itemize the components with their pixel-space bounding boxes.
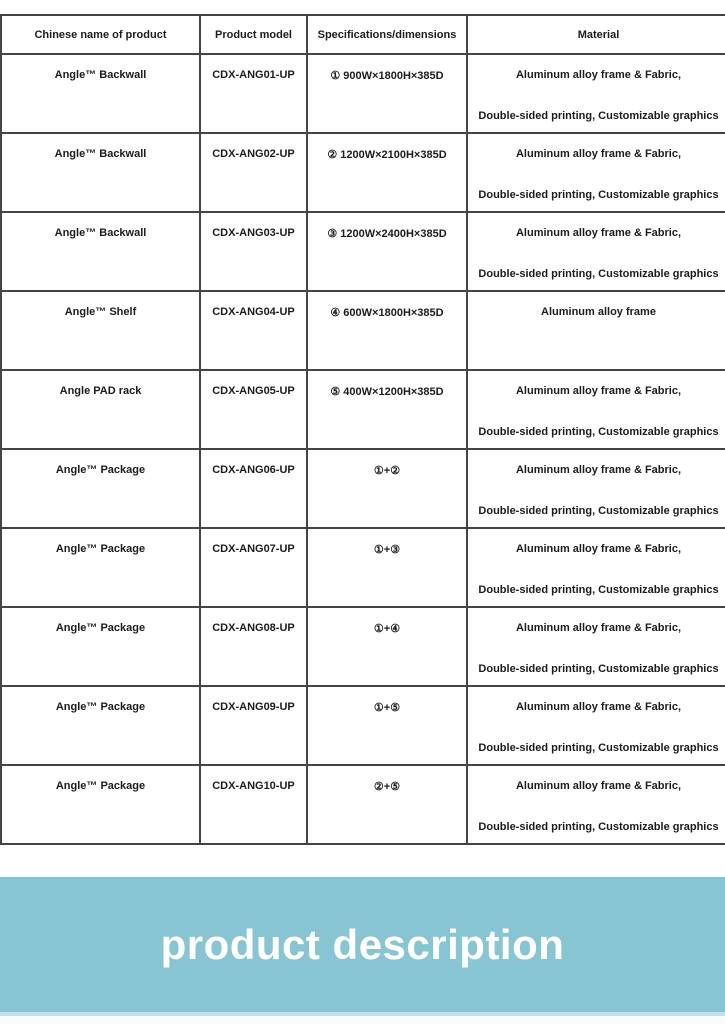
product-model: CDX-ANG05-UP bbox=[212, 385, 295, 397]
product-spec-table bbox=[0, 14, 725, 845]
product-spec: ② 1200W×2100H×385D bbox=[327, 149, 447, 161]
product-spec: ①+⑤ bbox=[373, 702, 401, 714]
product-name: Angle PAD rack bbox=[59, 385, 142, 397]
banner-title: product description bbox=[160, 920, 565, 968]
product-name: Angle™ Backwall bbox=[54, 227, 147, 239]
material-line-2: Double-sided printing, Customizable graphics bbox=[478, 742, 719, 754]
material-line-2: Double-sided printing, Customizable graphics bbox=[478, 268, 719, 280]
material-line-2: Double-sided printing, Customizable graphics bbox=[478, 821, 719, 833]
product-name: Angle™ Package bbox=[55, 464, 146, 476]
product-name: Angle™ Package bbox=[55, 543, 146, 555]
header-specifications: Specifications/dimensions bbox=[307, 15, 467, 54]
product-model: CDX-ANG02-UP bbox=[212, 148, 295, 160]
footer-strip bbox=[0, 1016, 725, 1024]
material-line-1: Aluminum alloy frame & Fabric, bbox=[515, 227, 682, 239]
material-line-2: Double-sided printing, Customizable graphics bbox=[478, 110, 719, 122]
material-line-1: Aluminum alloy frame & Fabric, bbox=[515, 622, 682, 634]
header-chinese-name: Chinese name of product bbox=[1, 15, 200, 54]
product-material bbox=[468, 213, 725, 290]
product-material bbox=[468, 529, 725, 606]
product-spec: ①+② bbox=[373, 465, 401, 477]
product-spec: ①+③ bbox=[373, 544, 401, 556]
material-line-1: Aluminum alloy frame & Fabric, bbox=[515, 148, 682, 160]
product-model: CDX-ANG09-UP bbox=[212, 701, 295, 713]
table-row bbox=[1, 291, 725, 370]
product-material bbox=[468, 292, 725, 369]
material-line-2: Double-sided printing, Customizable graphics bbox=[478, 663, 719, 675]
table-row bbox=[1, 765, 725, 844]
product-model: CDX-ANG08-UP bbox=[212, 622, 295, 634]
table-row bbox=[1, 370, 725, 449]
table-row bbox=[1, 528, 725, 607]
product-spec: ①+④ bbox=[373, 623, 401, 635]
product-spec-table-container bbox=[0, 14, 725, 845]
product-spec: ④ 600W×1800H×385D bbox=[330, 307, 444, 319]
product-model: CDX-ANG03-UP bbox=[212, 227, 295, 239]
product-name: Angle™ Backwall bbox=[54, 148, 147, 160]
product-material bbox=[468, 55, 725, 132]
table-row bbox=[1, 212, 725, 291]
product-model: CDX-ANG04-UP bbox=[212, 306, 295, 318]
product-spec: ②+⑤ bbox=[373, 781, 401, 793]
table-row bbox=[1, 607, 725, 686]
product-model: CDX-ANG10-UP bbox=[212, 780, 295, 792]
material-line-2: Double-sided printing, Customizable graphics bbox=[478, 189, 719, 201]
product-material bbox=[468, 450, 725, 527]
material-line-1: Aluminum alloy frame & Fabric, bbox=[515, 464, 682, 476]
product-spec: ③ 1200W×2400H×385D bbox=[327, 228, 447, 240]
product-name: Angle™ Shelf bbox=[64, 306, 137, 318]
product-model: CDX-ANG06-UP bbox=[212, 464, 295, 476]
product-name: Angle™ Package bbox=[55, 622, 146, 634]
table-row bbox=[1, 686, 725, 765]
table-row bbox=[1, 54, 725, 133]
table-row bbox=[1, 449, 725, 528]
material-line-1: Aluminum alloy frame & Fabric, bbox=[515, 780, 682, 792]
material-line-1: Aluminum alloy frame & Fabric, bbox=[515, 701, 682, 713]
material-line-1: Aluminum alloy frame & Fabric, bbox=[515, 385, 682, 397]
product-name: Angle™ Package bbox=[55, 780, 146, 792]
material-line-1: Aluminum alloy frame & Fabric, bbox=[515, 69, 682, 81]
product-material bbox=[468, 766, 725, 843]
product-spec: ① 900W×1800H×385D bbox=[330, 70, 444, 82]
material-line-1: Aluminum alloy frame & Fabric, bbox=[515, 543, 682, 555]
header-row bbox=[1, 15, 725, 54]
product-model: CDX-ANG07-UP bbox=[212, 543, 295, 555]
product-spec: ⑤ 400W×1200H×385D bbox=[330, 386, 444, 398]
table-row bbox=[1, 133, 725, 212]
header-material: Material bbox=[467, 15, 725, 54]
header-product-model: Product model bbox=[200, 15, 307, 54]
product-material bbox=[468, 134, 725, 211]
material-line-2: Double-sided printing, Customizable graphics bbox=[478, 426, 719, 438]
product-name: Angle™ Backwall bbox=[54, 69, 147, 81]
product-model: CDX-ANG01-UP bbox=[212, 69, 295, 81]
material-line-1: Aluminum alloy frame bbox=[541, 306, 656, 318]
product-material bbox=[468, 371, 725, 448]
product-material bbox=[468, 608, 725, 685]
material-line-2: Double-sided printing, Customizable graphics bbox=[478, 505, 719, 517]
material-line-2: Double-sided printing, Customizable graphics bbox=[478, 584, 719, 596]
product-description-banner bbox=[0, 877, 725, 1012]
product-material bbox=[468, 687, 725, 764]
product-name: Angle™ Package bbox=[55, 701, 146, 713]
